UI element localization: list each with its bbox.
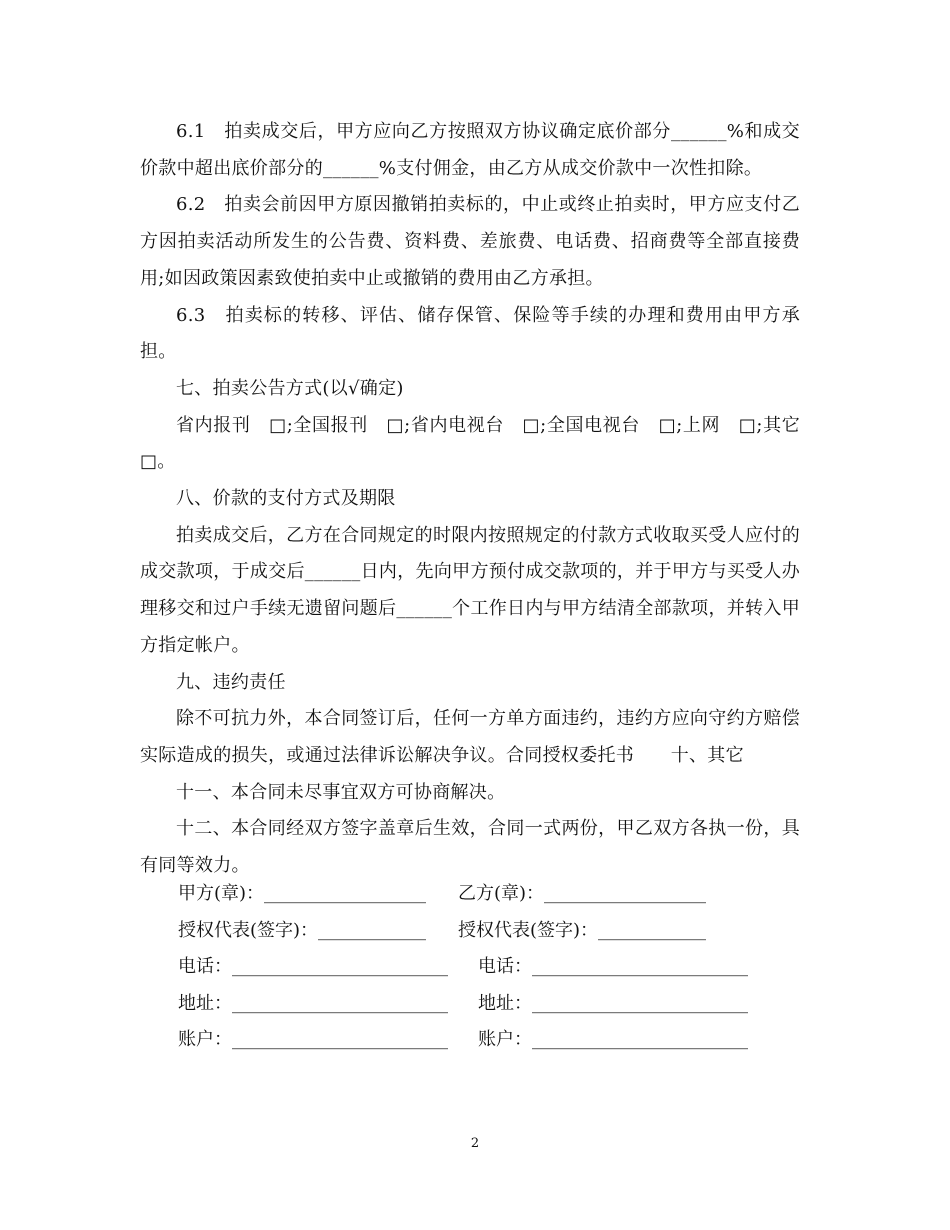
account-row bbox=[178, 1022, 778, 1059]
clause-6-2: 6.2 拍卖会前因甲方原因撤销拍卖标的，中止或终止拍卖时，甲方应支付乙方因拍卖活动所发生的公告费、资料费、差旅费、电话费、招商费等全部直接费用;如因政策因素致使拍卖中止或撤销的费用由乙方承担。 bbox=[140, 194, 800, 289]
party-b-seal: 乙方(章)：__________________ bbox=[458, 883, 707, 904]
clause-6-3: 6.3 拍卖标的转移、评估、储存保管、保险等手续的办理和费用由甲方承担。 bbox=[140, 304, 800, 363]
payment-terms: 拍卖成交后，乙方在合同规定的时限内按照规定的付款方式收取买受人应付的成交款项，于成交后______日内，先向甲方预付成交款项的，并于甲方与买受人办理移交和过户手续无遗留问题后______个工作日内与甲方结清全部款项，并转入甲方指定帐户。 bbox=[140, 524, 800, 656]
announcement-options: 省内报刊 □;全国报刊 □;省内电视台 □;全国电视台 □;上网 □;其它 □。 bbox=[140, 414, 819, 473]
section-heading-breach: 九、违约责任 bbox=[176, 671, 286, 693]
party-b-phone: 电话：________________________ bbox=[478, 956, 748, 977]
clause-eleven: 十一、本合同未尽事宜双方可协商解决。 bbox=[176, 781, 506, 803]
section-heading-payment: 八、价款的支付方式及期限 bbox=[176, 488, 396, 510]
seal-row bbox=[178, 876, 778, 913]
party-a-representative: 授权代表(签字)：____________ bbox=[178, 919, 427, 941]
clause-twelve: 十二、本合同经双方签字盖章后生效，合同一式两份，甲乙双方各执一份，具有同等效力。 bbox=[140, 818, 800, 877]
address-row bbox=[178, 986, 778, 1023]
page-number: 2 bbox=[470, 1136, 480, 1151]
contract-body bbox=[140, 114, 819, 885]
party-b-account: 账户：________________________ bbox=[478, 1029, 748, 1050]
section-heading-announcement: 七、拍卖公告方式(以√确定) bbox=[176, 377, 404, 399]
breach-terms: 除不可抗力外，本合同签订后，任何一方单方面违约，违约方应向守约方赔偿实际造成的损失，或通过法律诉讼解决争议。合同授权委托书 十、其它 bbox=[140, 708, 800, 766]
clause-6-1: 6.1 拍卖成交后，甲方应向乙方按照双方协议确定底价部分______%和成交价款中超出底价部分的______%支付佣金，由乙方从成交价款中一次性扣除。 bbox=[140, 121, 800, 179]
party-b-address: 地址：________________________ bbox=[478, 992, 748, 1014]
party-a-account: 账户：________________________ bbox=[178, 1029, 448, 1050]
party-a-seal: 甲方(章)：__________________ bbox=[178, 883, 427, 904]
representative-row bbox=[178, 913, 778, 950]
party-b-representative: 授权代表(签字)：____________ bbox=[458, 919, 707, 941]
phone-row bbox=[178, 949, 778, 986]
signature-block bbox=[178, 876, 778, 1059]
party-a-address: 地址：________________________ bbox=[178, 992, 448, 1014]
party-a-phone: 电话：________________________ bbox=[178, 956, 448, 977]
